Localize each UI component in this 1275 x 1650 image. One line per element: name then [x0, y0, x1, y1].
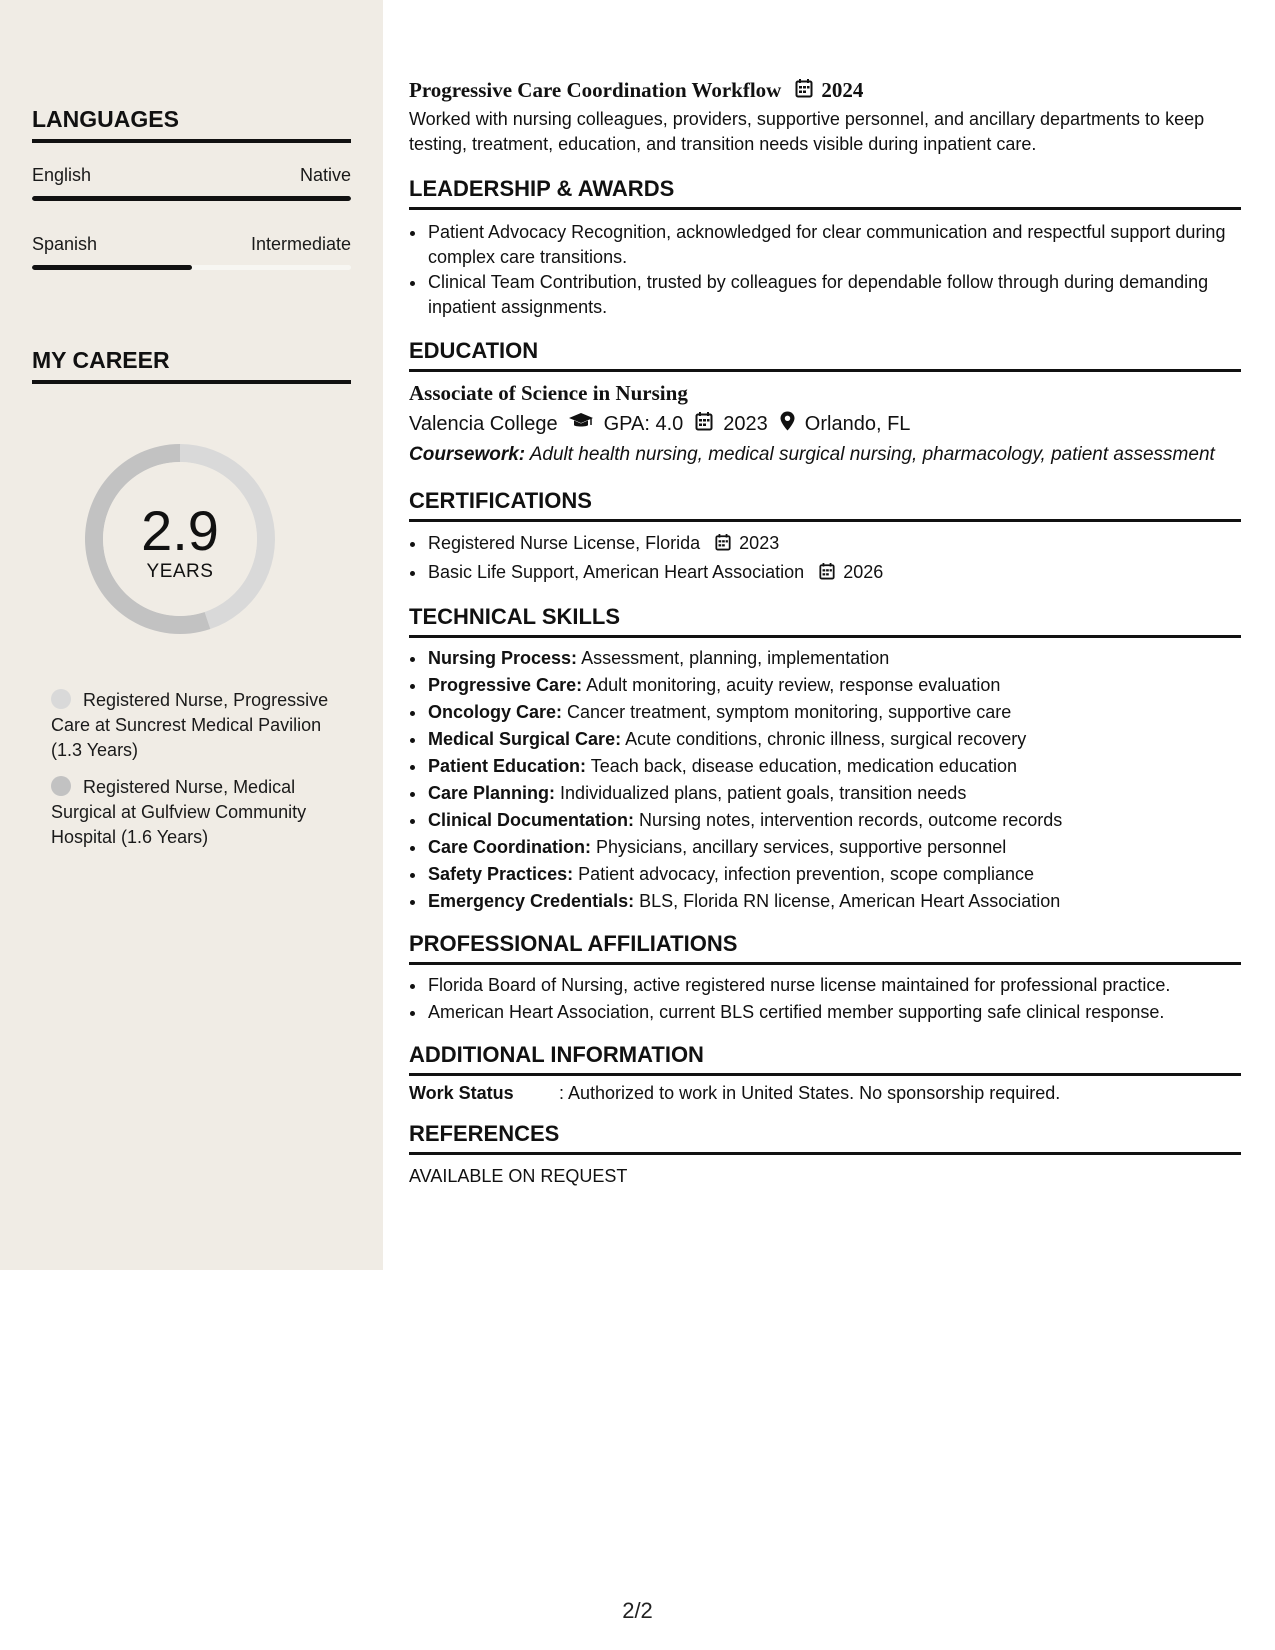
calendar-icon	[795, 78, 813, 103]
career-legend-dot	[51, 689, 71, 709]
skills-heading: TECHNICAL SKILLS	[409, 604, 621, 629]
project-title: Progressive Care Coordination Workflow	[409, 78, 782, 102]
language-proficiency-fill	[32, 265, 192, 270]
leadership-section	[409, 176, 1241, 320]
language-proficiency-bar	[32, 196, 351, 201]
affiliations-heading: PROFESSIONAL AFFILIATIONS	[409, 931, 738, 956]
section-rule	[409, 207, 1241, 210]
references-text: AVAILABLE ON REQUEST	[409, 1166, 628, 1186]
language-spanish	[32, 234, 351, 270]
skill-label: Care Planning:	[428, 783, 556, 803]
main-content	[409, 78, 1241, 1189]
coursework-label: Coursework:	[409, 444, 526, 465]
career-item-text: Registered Nurse, Medical Surgical at Gulfview Community Hospital (1.6 Years)	[51, 777, 307, 847]
career-legend-dot	[51, 776, 71, 796]
skill-value: Cancer treatment, symptom monitoring, supportive care	[567, 702, 1012, 722]
certifications-list	[409, 530, 1241, 588]
skill-label: Patient Education:	[428, 756, 587, 776]
skill-label: Medical Surgical Care:	[428, 729, 622, 749]
skill-value: Acute conditions, chronic illness, surgical recovery	[625, 729, 1027, 749]
affiliations-list	[409, 972, 1241, 1026]
certification-year: 2026	[843, 562, 884, 582]
skill-label: Clinical Documentation:	[428, 810, 635, 830]
skill-label: Oncology Care:	[428, 702, 563, 722]
skills-section	[409, 604, 1241, 915]
section-rule	[409, 962, 1241, 965]
career-item-text: Registered Nurse, Progressive Care at Suncrest Medical Pavilion (1.3 Years)	[51, 690, 329, 760]
language-level: Intermediate	[250, 234, 351, 254]
skill-label: Care Coordination:	[428, 837, 592, 857]
career-section	[32, 347, 351, 384]
project-entry	[409, 78, 1241, 157]
certification-name: Registered Nurse License, Florida	[428, 533, 701, 553]
coursework	[409, 442, 1241, 467]
additional-heading: ADDITIONAL INFORMATION	[409, 1042, 704, 1067]
graduation-cap-icon	[568, 412, 594, 436]
list-item	[427, 559, 1241, 588]
certifications-heading: CERTIFICATIONS	[409, 488, 592, 513]
career-years-label: YEARS	[146, 561, 214, 582]
languages-section	[32, 106, 351, 143]
section-rule	[409, 1152, 1241, 1155]
skill-item	[427, 645, 1241, 672]
skill-item	[427, 780, 1241, 807]
section-rule	[409, 635, 1241, 638]
career-rule	[32, 380, 351, 384]
career-total-years: 2.9	[141, 499, 219, 562]
list-item: • Florida Board of Nursing, active registered nurse license maintained for professional practice.	[427, 972, 1241, 999]
location-pin-icon	[780, 411, 795, 437]
school-location: Orlando, FL	[804, 412, 911, 435]
career-item	[51, 775, 341, 850]
skill-value: Adult monitoring, acuity review, response evaluation	[586, 675, 1001, 695]
graduation-year: 2023	[723, 412, 768, 435]
list-item: • Patient Advocacy Recognition, acknowledged for clear communication and respectful support during complex care transitions.	[427, 220, 1241, 270]
career-item	[51, 688, 341, 763]
calendar-icon	[695, 411, 713, 437]
skill-item	[427, 834, 1241, 861]
skill-value: Nursing notes, intervention records, outcome records	[639, 810, 1063, 830]
certifications-section	[409, 488, 1241, 588]
skill-value: Assessment, planning, implementation	[581, 648, 890, 668]
section-rule	[409, 1073, 1241, 1076]
section-rule	[409, 519, 1241, 522]
education-heading: EDUCATION	[409, 338, 539, 363]
work-status-row	[409, 1083, 1241, 1104]
leadership-list	[409, 220, 1241, 320]
education-meta	[409, 411, 1241, 437]
list-item: • Clinical Team Contribution, trusted by colleagues for dependable follow through during demanding inpatient assignments.	[427, 270, 1241, 320]
leadership-heading: LEADERSHIP & AWARDS	[409, 176, 675, 201]
skill-value: Physicians, ancillary services, supportive personnel	[596, 837, 1007, 857]
sidebar	[0, 0, 383, 1270]
skill-item	[427, 807, 1241, 834]
language-english	[32, 165, 351, 201]
affiliations-section	[409, 931, 1241, 1026]
skill-value: Individualized plans, patient goals, transition needs	[560, 783, 967, 803]
coursework-text: Adult health nursing, medical surgical nursing, pharmacology, patient assessment	[529, 444, 1215, 465]
list-item: • American Heart Association, current BLS certified member supporting safe clinical response.	[427, 999, 1241, 1026]
skill-value: BLS, Florida RN license, American Heart Association	[639, 891, 1061, 911]
page-number: 2/2	[622, 1598, 653, 1623]
language-proficiency-bar	[32, 265, 351, 270]
career-heading: MY CAREER	[32, 347, 170, 373]
gpa: GPA: 4.0	[603, 412, 684, 435]
skill-item	[427, 699, 1241, 726]
skill-label: Safety Practices:	[428, 864, 574, 884]
language-level: Native	[299, 165, 351, 185]
skill-label: Nursing Process:	[428, 648, 578, 668]
certification-name: Basic Life Support, American Heart Association	[428, 562, 805, 582]
skill-value: Teach back, disease education, medication education	[590, 756, 1017, 776]
languages-heading: LANGUAGES	[32, 106, 179, 132]
list-item	[427, 530, 1241, 559]
certification-year: 2023	[739, 533, 780, 553]
skill-item	[427, 726, 1241, 753]
education-section	[409, 338, 1241, 467]
degree-title: Associate of Science in Nursing	[409, 381, 688, 405]
work-status-value: : Authorized to work in United States. No sponsorship required.	[559, 1083, 1061, 1103]
skill-value: Patient advocacy, infection prevention, scope compliance	[578, 864, 1035, 884]
section-rule	[409, 369, 1241, 372]
language-name: Spanish	[32, 234, 98, 254]
skill-item	[427, 753, 1241, 780]
project-year: 2024	[821, 78, 864, 102]
calendar-icon	[819, 561, 835, 588]
language-proficiency-fill	[32, 196, 351, 201]
additional-section	[409, 1042, 1241, 1104]
calendar-icon	[715, 532, 731, 559]
school-name: Valencia College	[409, 412, 558, 435]
work-status-label: Work Status	[409, 1083, 514, 1103]
skill-label: Progressive Care:	[428, 675, 583, 695]
languages-rule	[32, 139, 351, 143]
skill-item	[427, 861, 1241, 888]
skill-item	[427, 888, 1241, 915]
skills-list	[409, 645, 1241, 915]
project-description: Worked with nursing colleagues, providers, supportive personnel, and ancillary departments to keep testing, treatment, education, and transition needs visible during inpatient care.	[409, 109, 1205, 154]
skill-item	[427, 672, 1241, 699]
references-heading: REFERENCES	[409, 1121, 560, 1146]
references-section	[409, 1121, 1241, 1189]
language-name: English	[32, 165, 92, 185]
skill-label: Emergency Credentials:	[428, 891, 635, 911]
